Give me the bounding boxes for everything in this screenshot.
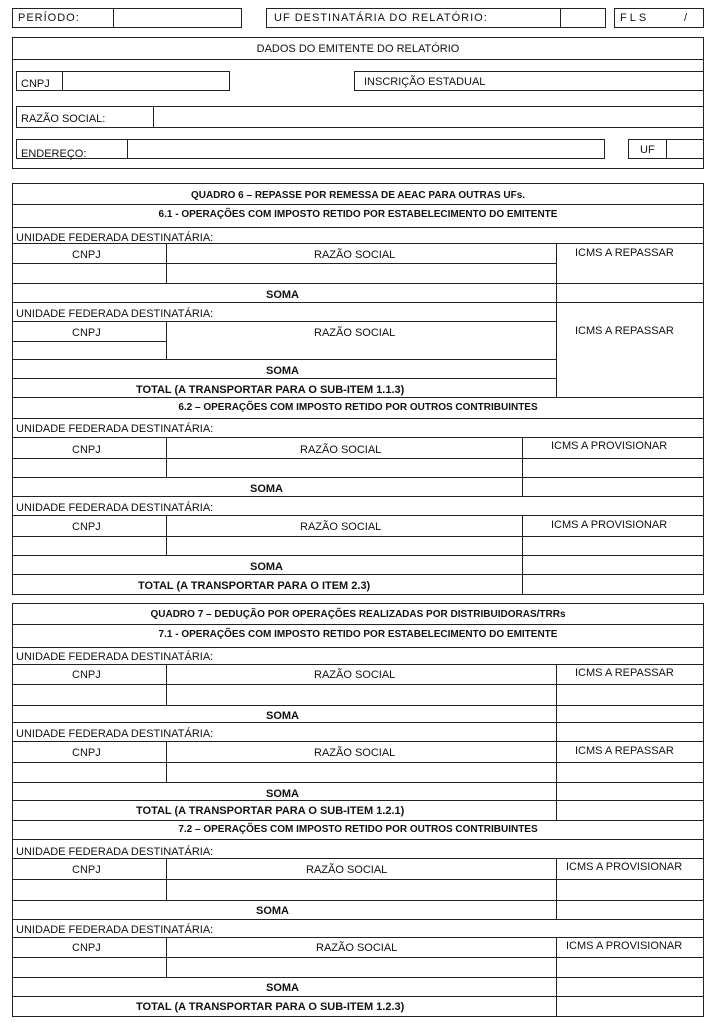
cnpj-label: CNPJ (21, 78, 50, 90)
uf-destinataria-label: UF DESTINATÁRIA DO RELATÓRIO: (274, 12, 488, 24)
icms-repassar-header: ICMS A REPASSAR (575, 325, 674, 337)
icms-repassar-header: ICMS A REPASSAR (575, 667, 674, 679)
soma-label: SOMA (256, 905, 289, 917)
uf-destinataria-label: UNIDADE FEDERADA DESTINATÁRIA: (16, 232, 214, 244)
fls-separator: / (684, 12, 688, 24)
quadro-7-1-subtitle: 7.1 - OPERAÇÕES COM IMPOSTO RETIDO POR ESTABELECIMENTO DO EMITENTE (158, 629, 558, 640)
cnpj-header: CNPJ (72, 942, 101, 954)
fls-label: FLS (620, 12, 650, 24)
quadro-6-title: QUADRO 6 – REPASSE POR REMESSA DE AEAC PARA OUTRAS UFs. (190, 190, 526, 201)
icms-provisionar-header: ICMS A PROVISIONAR (566, 940, 683, 952)
icms-provisionar-header: ICMS A PROVISIONAR (551, 440, 668, 452)
icms-repassar-header: ICMS A REPASSAR (575, 745, 674, 757)
cnpj-header: CNPJ (72, 521, 101, 533)
total-6-2-label: TOTAL (A TRANSPORTAR PARA O ITEM 2.3) (138, 580, 371, 592)
total-7-1-label: TOTAL (A TRANSPORTAR PARA O SUB-ITEM 1.2.1) (136, 805, 405, 817)
quadro-6-1-subtitle: 6.1 - OPERAÇÕES COM IMPOSTO RETIDO POR ESTABELECIMENTO DO EMITENTE (158, 209, 558, 220)
quadro-7-2-subtitle: 7.2 – OPERAÇÕES COM IMPOSTO RETIDO POR OUTROS CONTRIBUINTES (178, 824, 538, 835)
razao-social-label: RAZÃO SOCIAL: (21, 113, 106, 125)
soma-label: SOMA (266, 710, 299, 722)
soma-label: SOMA (266, 365, 299, 377)
razao-social-header: RAZÃO SOCIAL (300, 444, 382, 456)
inscricao-estadual-label: INSCRIÇÃO ESTADUAL (364, 76, 486, 88)
soma-label: SOMA (250, 483, 283, 495)
uf-destinataria-label: UNIDADE FEDERADA DESTINATÁRIA: (16, 846, 214, 858)
soma-label: SOMA (266, 982, 299, 994)
razao-social-header: RAZÃO SOCIAL (316, 942, 398, 954)
razao-social-header: RAZÃO SOCIAL (314, 249, 396, 261)
cnpj-header: CNPJ (72, 444, 101, 456)
total-6-1-label: TOTAL (A TRANSPORTAR PARA O SUB-ITEM 1.1.3) (136, 384, 405, 396)
razao-social-field[interactable] (16, 106, 704, 128)
icms-provisionar-header: ICMS A PROVISIONAR (566, 861, 683, 873)
uf-emitente-label: UF (640, 144, 655, 156)
icms-repassar-header: ICMS A REPASSAR (575, 247, 674, 259)
total-7-2-label: TOTAL (A TRANSPORTAR PARA O SUB-ITEM 1.2.3) (136, 1001, 405, 1013)
endereco-field[interactable] (16, 139, 605, 159)
cnpj-header: CNPJ (72, 864, 101, 876)
soma-label: SOMA (266, 788, 299, 800)
uf-destinataria-label: UNIDADE FEDERADA DESTINATÁRIA: (16, 502, 214, 514)
cnpj-header: CNPJ (72, 669, 101, 681)
razao-social-header: RAZÃO SOCIAL (314, 669, 396, 681)
quadro-7-title: QUADRO 7 – DEDUÇÃO POR OPERAÇÕES REALIZADAS POR DISTRIBUIDORAS/TRRs (150, 609, 566, 620)
cnpj-header: CNPJ (72, 327, 101, 339)
icms-provisionar-header: ICMS A PROVISIONAR (551, 519, 668, 531)
cnpj-header: CNPJ (72, 747, 101, 759)
soma-label: SOMA (266, 289, 299, 301)
endereco-label: ENDEREÇO: (21, 148, 87, 160)
emitente-title: DADOS DO EMITENTE DO RELATÓRIO (256, 43, 460, 55)
cnpj-header: CNPJ (72, 249, 101, 261)
uf-destinataria-label: UNIDADE FEDERADA DESTINATÁRIA: (16, 651, 214, 663)
periodo-label: PERÍODO: (18, 12, 80, 24)
uf-destinataria-label: UNIDADE FEDERADA DESTINATÁRIA: (16, 308, 214, 320)
uf-destinataria-label: UNIDADE FEDERADA DESTINATÁRIA: (16, 924, 214, 936)
soma-label: SOMA (250, 561, 283, 573)
uf-destinataria-label: UNIDADE FEDERADA DESTINATÁRIA: (16, 728, 214, 740)
razao-social-header: RAZÃO SOCIAL (314, 327, 396, 339)
razao-social-header: RAZÃO SOCIAL (306, 864, 388, 876)
uf-destinataria-label: UNIDADE FEDERADA DESTINATÁRIA: (16, 423, 214, 435)
razao-social-header: RAZÃO SOCIAL (314, 747, 396, 759)
quadro-6-2-subtitle: 6.2 – OPERAÇÕES COM IMPOSTO RETIDO POR OUTROS CONTRIBUINTES (178, 402, 538, 413)
razao-social-header: RAZÃO SOCIAL (300, 521, 382, 533)
